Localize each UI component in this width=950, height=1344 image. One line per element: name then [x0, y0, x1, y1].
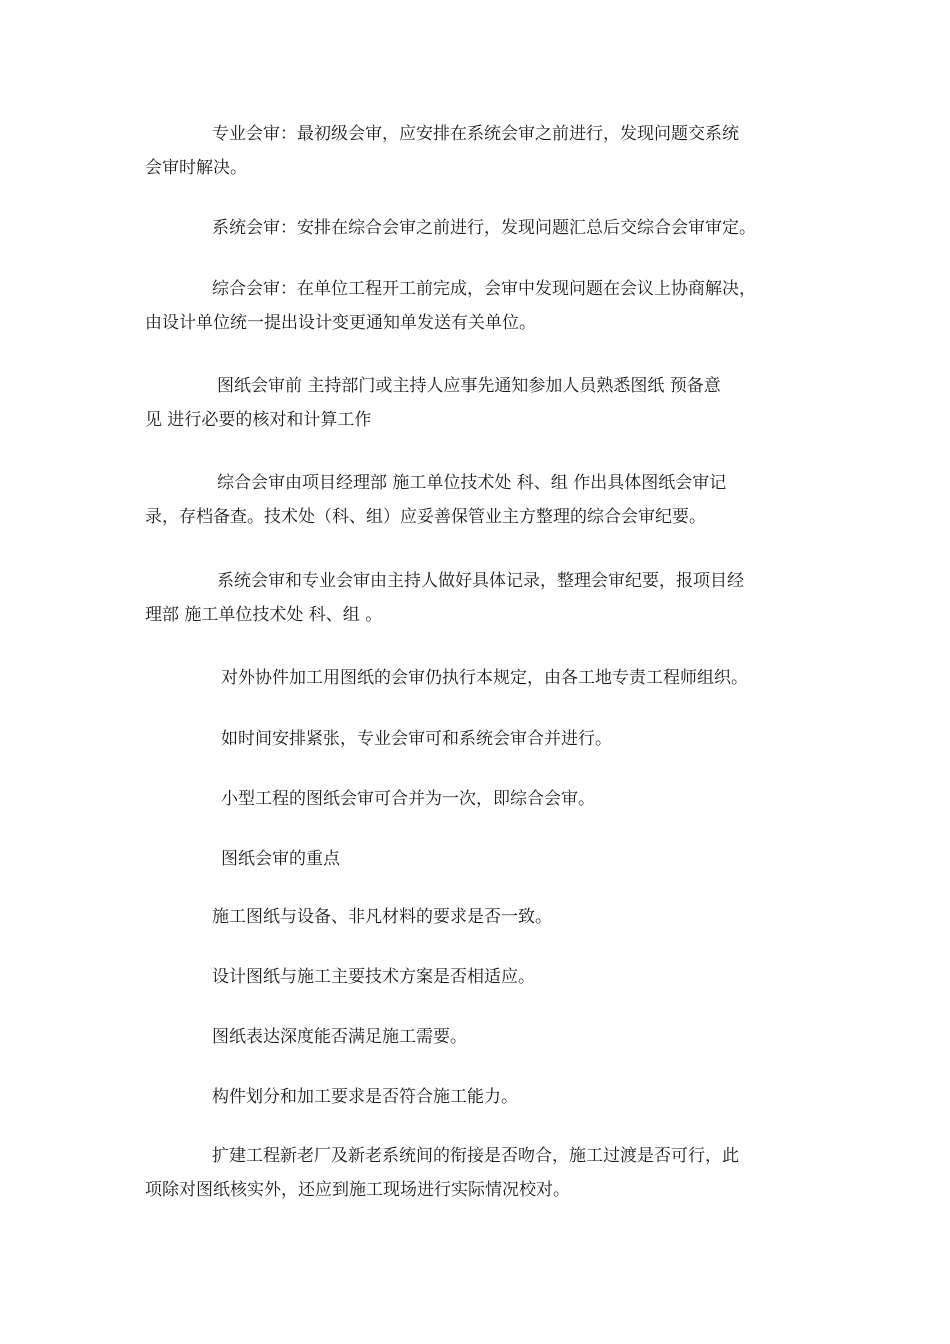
paragraph-outsourcing — [145, 661, 810, 695]
text-line: 扩建工程新老厂及新老系统间的衔接是否吻合，施工过渡是否可行，此 — [212, 1146, 739, 1166]
section-heading-key-points — [145, 842, 810, 876]
paragraph-key-point-components — [145, 1080, 810, 1114]
text-line: 系统会审：安排在综合会审之前进行，发现问题汇总后交综合会审审定。 — [212, 218, 756, 238]
paragraph-system-record — [145, 564, 810, 632]
paragraph-key-point-materials — [145, 900, 810, 934]
paragraph-small-project — [145, 782, 810, 816]
text-line: 录，存档备查。技术处（科、组）应妥善保管业主方整理的综合会审纪要。 — [145, 507, 706, 527]
text-line: 综合会审由项目经理部 施工单位技术处 科、组 作出具体图纸会审记 — [217, 473, 727, 493]
paragraph-professional-review — [145, 117, 810, 185]
text-line: 会审时解决。 — [145, 158, 247, 178]
text-line: 如时间安排紧张，专业会审可和系统会审合并进行。 — [221, 729, 612, 749]
text-line: 图纸会审前 主持部门或主持人应事先通知参加人员熟悉图纸 预备意 — [217, 376, 721, 396]
text-line: 由设计单位统一提出设计变更通知单发送有关单位。 — [145, 313, 536, 333]
text-line: 综合会审：在单位工程开工前完成，会审中发现问题在会议上协商解决， — [212, 279, 756, 299]
text-line: 系统会审和专业会审由主持人做好具体记录，整理会审纪要，报项目经 — [217, 571, 744, 591]
paragraph-comprehensive-review — [145, 272, 810, 340]
text-line: 图纸会审的重点 — [221, 849, 340, 869]
paragraph-key-point-technical-plan — [145, 960, 810, 994]
paragraph-key-point-expansion — [145, 1139, 810, 1207]
paragraph-pre-review-preparation — [145, 369, 810, 437]
text-line: 构件划分和加工要求是否符合施工能力。 — [212, 1087, 518, 1107]
text-line: 施工图纸与设备、非凡材料的要求是否一致。 — [212, 907, 552, 927]
paragraph-merge-review — [145, 722, 810, 756]
text-line: 小型工程的图纸会审可合并为一次，即综合会审。 — [221, 789, 595, 809]
text-line: 对外协件加工用图纸的会审仍执行本规定，由各工地专责工程师组织。 — [221, 668, 748, 688]
paragraph-key-point-depth — [145, 1020, 810, 1054]
paragraph-system-review — [145, 211, 810, 245]
text-line: 见 进行必要的核对和计算工作 — [145, 410, 372, 430]
text-line: 项除对图纸核实外，还应到施工现场进行实际情况校对。 — [145, 1180, 570, 1200]
text-line: 理部 施工单位技术处 科、组 。 — [145, 605, 383, 625]
paragraph-comprehensive-record — [145, 466, 810, 534]
text-line: 设计图纸与施工主要技术方案是否相适应。 — [212, 967, 535, 987]
text-line: 图纸表达深度能否满足施工需要。 — [212, 1027, 467, 1047]
text-line: 专业会审：最初级会审，应安排在系统会审之前进行，发现问题交系统 — [212, 124, 739, 144]
